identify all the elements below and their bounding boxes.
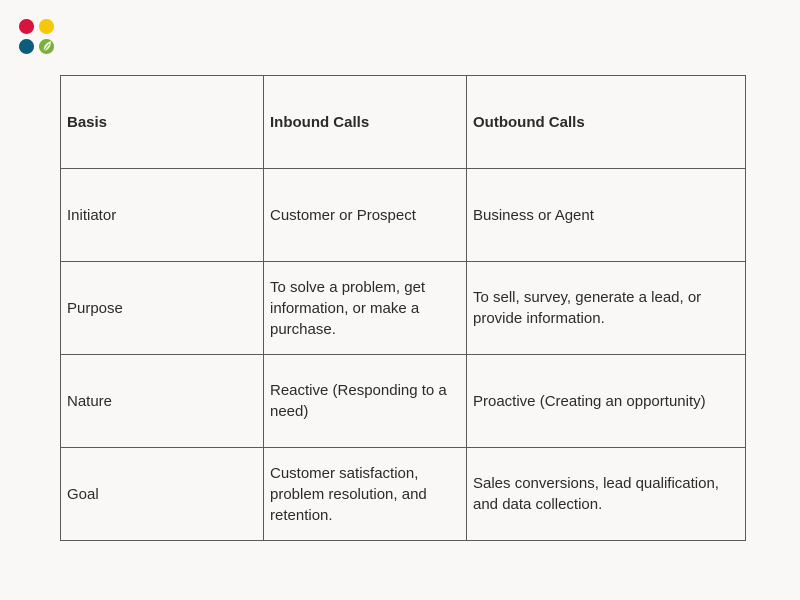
table-cell-outbound: Business or Agent xyxy=(467,169,746,262)
table-header-row xyxy=(61,76,746,169)
table-cell-inbound: To solve a problem, get information, or make a purchase. xyxy=(264,262,467,355)
table-cell-outbound: To sell, survey, generate a lead, or provide information. xyxy=(467,262,746,355)
table-cell-outbound: Sales conversions, lead qualification, and data collection. xyxy=(467,448,746,541)
table-cell-basis: Initiator xyxy=(61,169,264,262)
table-row xyxy=(61,448,746,541)
table-cell-outbound: Proactive (Creating an opportunity) xyxy=(467,355,746,448)
table-cell-basis: Goal xyxy=(61,448,264,541)
logo-dot-yellow xyxy=(39,19,54,34)
comparison-table xyxy=(60,75,746,541)
table-row xyxy=(61,169,746,262)
header-inbound-calls: Inbound Calls xyxy=(264,76,467,169)
table-row xyxy=(61,262,746,355)
header-basis: Basis xyxy=(61,76,264,169)
table-cell-inbound: Customer or Prospect xyxy=(264,169,467,262)
brand-logo[interactable] xyxy=(19,19,55,55)
table-cell-basis: Purpose xyxy=(61,262,264,355)
table-cell-inbound: Customer satisfaction, problem resolution, and retention. xyxy=(264,448,467,541)
header-outbound-calls: Outbound Calls xyxy=(467,76,746,169)
leaf-icon xyxy=(42,40,52,53)
table-cell-basis: Nature xyxy=(61,355,264,448)
table-cell-inbound: Reactive (Responding to a need) xyxy=(264,355,467,448)
logo-dot-red xyxy=(19,19,34,34)
table-row xyxy=(61,355,746,448)
logo-dot-teal xyxy=(19,39,34,54)
